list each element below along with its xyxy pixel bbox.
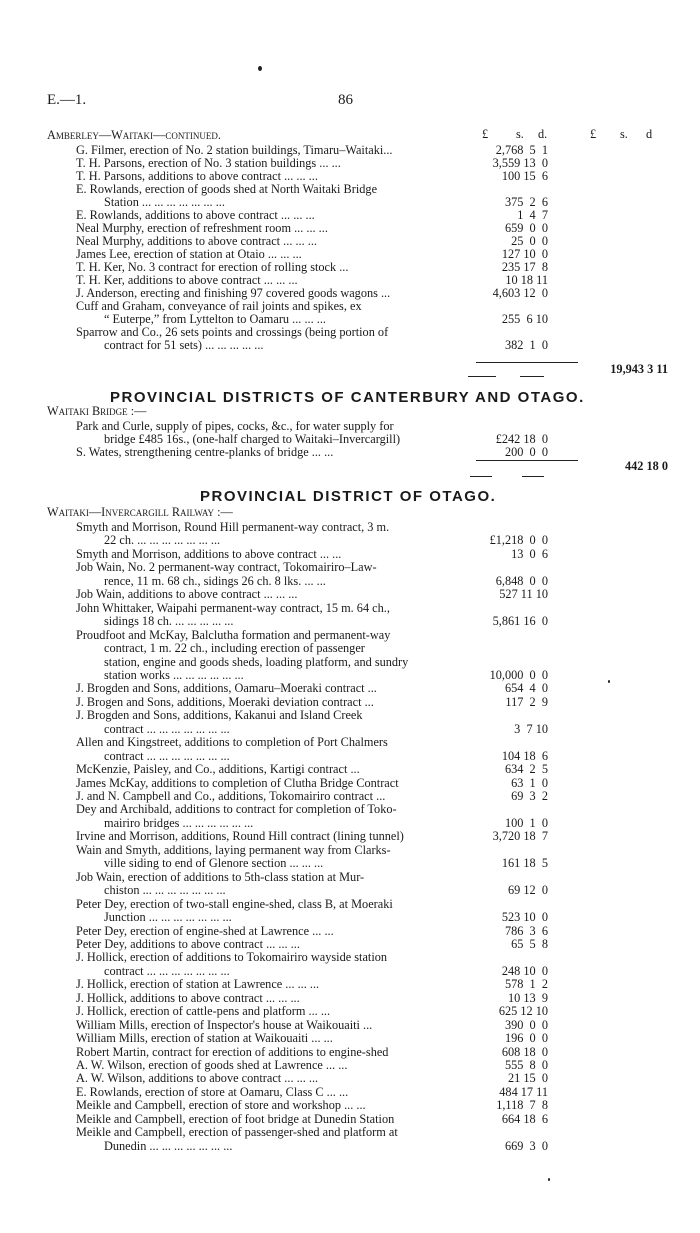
- entry-amount: 1 4 7: [517, 208, 548, 222]
- page-number: 86: [338, 92, 353, 108]
- entry-description: J. Hollick, erection of cattle-pens and platform ... ...: [76, 1004, 331, 1019]
- subtotal-rule: [476, 460, 578, 461]
- entry-amount: 69 12 0: [508, 883, 548, 898]
- entry-amount: 634 2 5: [504, 762, 548, 777]
- entry-description: J. Brogden and Sons, additions, Kakanui and Island Creek: [76, 708, 363, 723]
- entry-amount: 608 18 0: [501, 1044, 548, 1059]
- separator-rule: [470, 476, 492, 477]
- entry-amount: 375 2 6: [504, 195, 548, 209]
- entry-description: rence, 11 m. 68 ch., sidings 26 ch. 8 lks. ... ...: [104, 573, 326, 588]
- entry-description: John Whittaker, Waipahi permanent-way contract, 15 m. 64 ch.,: [76, 600, 390, 615]
- entry-amount: 117 2 9: [505, 694, 548, 709]
- entry-description: Park and Curle, supply of pipes, cocks, &c., for water supply for: [76, 419, 394, 433]
- entry-description: J. Brogen and Sons, additions, Moeraki deviation contract ...: [76, 694, 374, 709]
- entry-amount: 6,848 0 0: [495, 573, 548, 588]
- entry-description: Robert Martin, contract for erection of additions to engine-shed: [76, 1044, 389, 1059]
- section-total: 442 18 0: [624, 459, 668, 473]
- entry-description: J. Hollick, erection of additions to Tokomairiro wayside station: [76, 950, 388, 965]
- currency-head-pounds-a: £: [482, 127, 489, 141]
- entry-amount: 3 7 10: [514, 721, 548, 736]
- top-mark-dot: [258, 66, 262, 71]
- entry-amount: 104 18 6: [501, 748, 548, 763]
- separator-rule: [468, 376, 496, 377]
- entry-description: Wain and Smyth, additions, laying permanent way from Clarks-: [76, 842, 391, 857]
- currency-head-pence-a: d.: [538, 127, 548, 141]
- entry-description: E. Rowlands, erection of goods shed at North Waitaki Bridge: [76, 182, 378, 196]
- entry-description: Neal Murphy, erection of refreshment room ... ... ...: [76, 221, 328, 235]
- entry-description: Dey and Archibald, additions to contract for completion of Toko-: [76, 802, 397, 817]
- entry-amount: 235 17 8: [501, 260, 548, 274]
- entry-amount: 5,861 16 0: [492, 614, 548, 629]
- entry-description: S. Wates, strengthening centre-planks of bridge ... ...: [76, 445, 334, 460]
- entry-description: Job Wain, additions to above contract ... ... ...: [76, 587, 298, 602]
- document-reference: E.—1.: [47, 92, 87, 108]
- entry-description: J. Brogden and Sons, additions, Oamaru–Moeraki contract ...: [76, 681, 377, 696]
- entry-amount: 578 1 2: [504, 977, 548, 992]
- entry-description: Sparrow and Co., 26 sets points and crossings (being portion of: [76, 325, 389, 339]
- entry-amount: 390 0 0: [504, 1017, 548, 1032]
- entry-amount: 659 0 0: [504, 221, 548, 235]
- entry-amount: 127 10 0: [501, 247, 548, 261]
- entry-amount: 3,559 13 0: [492, 156, 548, 170]
- separator-rule: [522, 476, 544, 477]
- entry-description: James McKay, additions to completion of Clutha Bridge Contract: [76, 775, 399, 790]
- entry-description: T. H. Parsons, additions to above contract ... ... ...: [76, 169, 318, 183]
- entry-description: contract ... ... ... ... ... ... ...: [104, 748, 230, 763]
- entry-description: Proudfoot and McKay, Balclutha formation and permanent-way: [76, 627, 391, 642]
- entry-description: station, engine and goods sheds, loading platform, and sundry: [104, 654, 409, 669]
- entry-description: Irvine and Morrison, additions, Round Hill contract (lining tunnel): [76, 829, 404, 844]
- entry-description: Neal Murphy, additions to above contract ... ... ...: [76, 234, 317, 248]
- entry-description: Dunedin ... ... ... ... ... ... ...: [104, 1138, 233, 1153]
- entry-amount: 200 0 0: [504, 445, 548, 460]
- entry-description: contract, 1 m. 22 ch., including erection of passenger: [104, 641, 365, 656]
- entry-description: James Lee, erection of station at Otaio ... ... ...: [76, 247, 302, 261]
- entry-description: William Mills, erection of station at Waikouaiti ... ...: [76, 1031, 333, 1046]
- entry-amount: 625 12 10: [498, 1004, 548, 1019]
- section-total: 19,943 3 11: [610, 362, 668, 376]
- entry-amount: 248 10 0: [501, 963, 548, 978]
- entry-amount: 664 18 6: [501, 1111, 548, 1126]
- entry-amount: £242 18 0: [495, 432, 548, 447]
- entry-description: Junction ... ... ... ... ... ... ...: [104, 910, 232, 925]
- entry-description: A. W. Wilson, erection of goods shed at Lawrence ... ...: [76, 1058, 348, 1072]
- entry-description: Peter Dey, additions to above contract ... ... ...: [76, 936, 300, 951]
- section-heading: PROVINCIAL DISTRICTS OF CANTERBURY AND OTAGO.: [110, 389, 585, 406]
- entry-amount: 63 1 0: [511, 775, 548, 790]
- entry-description: Station ... ... ... ... ... ... ...: [104, 195, 225, 209]
- entry-amount: 654 4 0: [504, 681, 548, 696]
- entry-amount: 100 1 0: [504, 815, 548, 830]
- entry-description: T. H. Ker, No. 3 contract for erection of rolling stock ...: [76, 260, 349, 274]
- entry-description: Meikle and Campbell, erection of store and workshop ... ...: [76, 1098, 366, 1113]
- entry-amount: 484 17 11: [499, 1084, 548, 1099]
- entry-description: contract for 51 sets) ... ... ... ... ...: [104, 338, 264, 352]
- entry-description: contract ... ... ... ... ... ... ...: [104, 963, 230, 978]
- entry-amount: 2,768 5 1: [495, 143, 548, 157]
- entry-amount: 382 1 0: [504, 338, 548, 352]
- entry-amount: 25 0 0: [511, 234, 548, 248]
- entry-amount: 1,118 7 8: [496, 1098, 548, 1113]
- entry-description: E. Rowlands, erection of store at Oamaru, Class C ... ...: [76, 1084, 349, 1099]
- entry-amount: £1,218 0 0: [489, 533, 548, 548]
- entry-amount: 786 3 6: [504, 923, 548, 938]
- entry-description: J. and N. Campbell and Co., additions, Tokomairiro contract ...: [76, 789, 386, 803]
- entry-description: mairiro bridges ... ... ... ... ... ...: [104, 815, 254, 830]
- entry-description: J. Hollick, additions to above contract ... ... ...: [76, 990, 300, 1005]
- entry-amount: 69 3 2: [511, 789, 548, 803]
- entry-description: “ Euterpe,” from Lyttelton to Oamaru ... ... ...: [104, 312, 326, 326]
- entry-description: McKenzie, Paisley, and Co., additions, Kartigi contract ...: [76, 762, 360, 777]
- entry-description: Meikle and Campbell, erection of foot bridge at Dunedin Station: [76, 1111, 395, 1126]
- entry-description: contract ... ... ... ... ... ... ...: [104, 721, 230, 736]
- entry-description: Cuff and Graham, conveyance of rail joints and spikes, ex: [76, 299, 362, 313]
- entry-description: Peter Dey, erection of engine-shed at Lawrence ... ...: [76, 923, 334, 938]
- entry-description: Meikle and Campbell, erection of passenger-shed and platform at: [76, 1125, 398, 1140]
- entry-description: bridge £485 16s., (one-half charged to Waitaki–Invercargill): [104, 432, 401, 447]
- entry-amount: 555 8 0: [504, 1058, 548, 1072]
- entry-description: A. W. Wilson, additions to above contract ... ... ...: [76, 1071, 319, 1086]
- entry-description: Smyth and Morrison, additions to above contract ... ...: [76, 546, 342, 561]
- entry-amount: 10 18 11: [505, 273, 548, 287]
- category-title: Waitaki—Invercargill Railway :—: [47, 505, 233, 519]
- entry-amount: 255 6 10: [501, 312, 548, 326]
- entry-amount: 10,000 0 0: [489, 667, 548, 682]
- entry-amount: 523 10 0: [501, 910, 548, 925]
- section-heading: PROVINCIAL DISTRICT OF OTAGO.: [200, 488, 497, 505]
- entry-amount: 3,720 18 7: [492, 829, 548, 844]
- entry-description: Peter Dey, erection of two-stall engine-shed, class B, at Moeraki: [76, 896, 393, 911]
- entry-amount: 669 3 0: [504, 1138, 548, 1153]
- speck-mark: [608, 680, 610, 683]
- entry-amount: 527 11 10: [499, 587, 548, 602]
- speck-mark: [548, 1178, 550, 1181]
- entry-description: chiston ... ... ... ... ... ... ...: [104, 883, 226, 898]
- entry-description: J. Hollick, erection of station at Lawrence ... ... ...: [76, 977, 320, 992]
- separator-rule: [520, 376, 544, 377]
- entry-description: Smyth and Morrison, Round Hill permanent-way contract, 3 m.: [76, 520, 390, 534]
- entry-description: J. Anderson, erecting and finishing 97 covered goods wagons ...: [76, 286, 391, 300]
- entry-amount: 161 18 5: [501, 856, 548, 871]
- entry-description: T. H. Ker, additions to above contract ... ... ...: [76, 273, 298, 287]
- entry-description: 22 ch. ... ... ... ... ... ... ...: [104, 533, 221, 548]
- entry-amount: 10 13 9: [508, 990, 548, 1005]
- entry-description: Job Wain, No. 2 permanent-way contract, Tokomairiro–Law-: [76, 560, 377, 575]
- entry-description: station works ... ... ... ... ... ...: [104, 667, 244, 682]
- entry-amount: 4,603 12 0: [492, 286, 548, 300]
- entry-description: Allen and Kingstreet, additions to completion of Port Chalmers: [76, 735, 388, 750]
- currency-head-pounds-b: £: [590, 127, 597, 141]
- entry-description: ville siding to end of Glenore section ... ... ...: [104, 856, 324, 871]
- subtotal-rule: [476, 362, 578, 363]
- currency-head-pence-b: d: [646, 127, 653, 141]
- category-title: Amberley—Waitaki—continued.: [47, 128, 221, 142]
- entry-amount: 65 5 8: [511, 936, 548, 951]
- entry-amount: 100 15 6: [501, 169, 548, 183]
- entry-description: sidings 18 ch. ... ... ... ... ...: [104, 614, 234, 629]
- entry-description: T. H. Parsons, erection of No. 3 station buildings ... ...: [76, 156, 341, 170]
- currency-head-shillings-b: s.: [620, 127, 628, 141]
- entry-description: G. Filmer, erection of No. 2 station buildings, Timaru–Waitaki...: [76, 143, 393, 157]
- entry-description: Job Wain, erection of additions to 5th-class station at Mur-: [76, 869, 365, 884]
- currency-head-shillings-a: s.: [516, 127, 524, 141]
- entry-amount: 196 0 0: [504, 1031, 548, 1046]
- category-title: Waitaki Bridge :—: [47, 404, 147, 418]
- entry-description: E. Rowlands, additions to above contract ... ... ...: [76, 208, 315, 222]
- entry-amount: 21 15 0: [508, 1071, 548, 1086]
- entry-amount: 13 0 6: [511, 546, 548, 561]
- entry-description: William Mills, erection of Inspector's house at Waikouaiti ...: [76, 1017, 373, 1032]
